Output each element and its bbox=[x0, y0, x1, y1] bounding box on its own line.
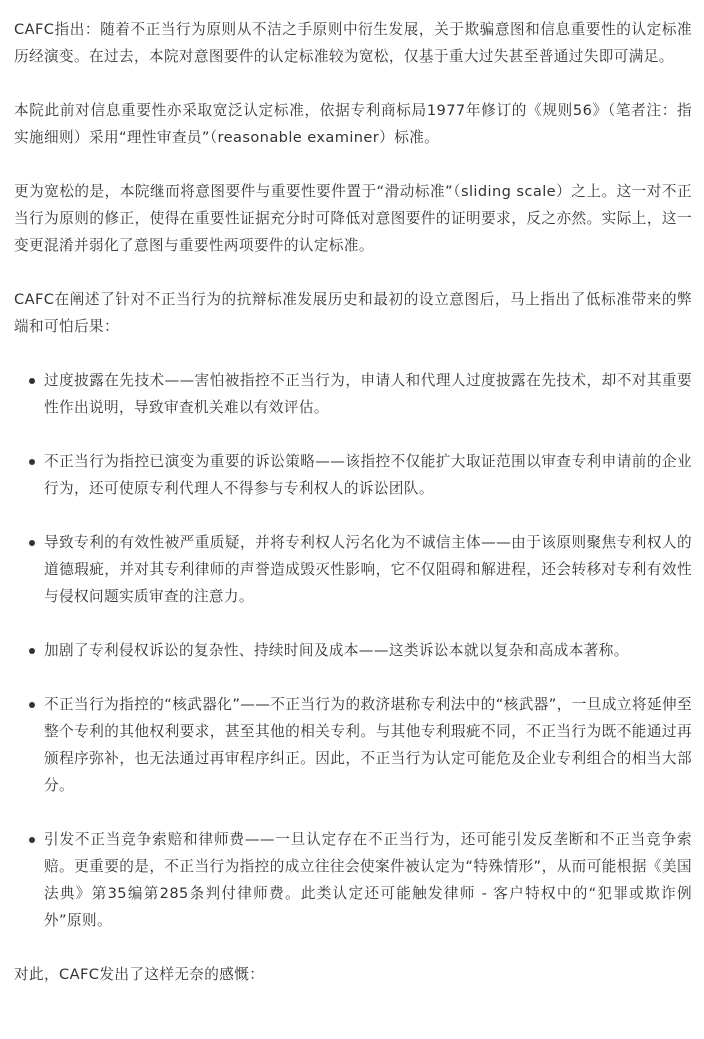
paragraph-closing: 对此，CAFC发出了这样无奈的感慨： bbox=[14, 966, 265, 983]
list-item-text: 引发不正当竞争索赔和律师费——一旦认定存在不正当行为，还可能引发反垄断和不正当竞争索赔。更重要的是，不正当行为指控的成立往往会使案件被认定为“特殊情形”，从而可能根据《美国法典》第35编第285条判付律师费。此类认定还可能触发律师 - 客户特权中的“犯罪或欺诈例外”原则。 bbox=[44, 831, 692, 929]
list-item bbox=[14, 529, 692, 610]
paragraph-intent-standard: CAFC指出：随着不正当行为原则从不洁之手原则中衍生发展，关于欺骗意图和信息重要性的认定标准历经演变。在过去，本院对意图要件的认定标准较为宽松，仅基于重大过失甚至普通过失即可满足。 bbox=[14, 21, 692, 65]
list-item-text: 过度披露在先技术——害怕被指控不正当行为，申请人和代理人过度披露在先技术，却不对其重要性作出说明，导致审查机关难以有效评估。 bbox=[44, 372, 692, 416]
bullet-dot-icon bbox=[29, 837, 35, 843]
paragraph-consequences-intro: CAFC在阐述了针对不正当行为的抗辩标准发展历史和最初的设立意图后，马上指出了低标准带来的弊端和可怕后果： bbox=[14, 291, 692, 335]
bullet-dot-icon bbox=[29, 459, 35, 465]
list-item-text: 不正当行为指控已演变为重要的诉讼策略——该指控不仅能扩大取证范围以审查专利申请前的企业行为，还可使原专利代理人不得参与专利权人的诉讼团队。 bbox=[44, 453, 692, 497]
list-item bbox=[14, 637, 692, 664]
list-item-text: 导致专利的有效性被严重质疑，并将专利权人污名化为不诚信主体——由于该原则聚焦专利权人的道德瑕疵，并对其专利律师的声誉造成毁灭性影响，它不仅阻碍和解进程，还会转移对专利有效性与侵权问题实质审查的注意力。 bbox=[44, 534, 692, 605]
list-item bbox=[14, 367, 692, 421]
list-item bbox=[14, 691, 692, 799]
list-item-text: 不正当行为指控的“核武器化”——不正当行为的救济堪称专利法中的“核武器”，一旦成立将延伸至整个专利的其他权利要求，甚至其他的相关专利。与其他专利瑕疵不同，不正当行为既不能通过再颁程序弥补，也无法通过再审程序纠正。因此，不正当行为认定可能危及企业专利组合的相当大部分。 bbox=[44, 696, 692, 794]
list-item-text: 加剧了专利侵权诉讼的复杂性、持续时间及成本——这类诉讼本就以复杂和高成本著称。 bbox=[44, 642, 629, 659]
paragraph-materiality-standard: 本院此前对信息重要性亦采取宽泛认定标准，依据专利商标局1977年修订的《规则56》（笔者注：指实施细则）采用“理性审查员”（reasonable examiner）标准。 bbox=[14, 102, 692, 146]
list-item bbox=[14, 826, 692, 934]
paragraph-sliding-scale: 更为宽松的是，本院继而将意图要件与重要性要件置于“滑动标准”（sliding scale）之上。这一对不正当行为原则的修正，使得在重要性证据充分时可降低对意图要件的证明要求，反之亦然。实际上，这一变更混淆并弱化了意图与重要性两项要件的认定标准。 bbox=[14, 183, 692, 254]
bullet-dot-icon bbox=[29, 648, 35, 654]
list-item bbox=[14, 448, 692, 502]
bullet-dot-icon bbox=[29, 540, 35, 546]
bullet-dot-icon bbox=[29, 378, 35, 384]
consequences-list bbox=[14, 367, 692, 934]
bullet-dot-icon bbox=[29, 702, 35, 708]
